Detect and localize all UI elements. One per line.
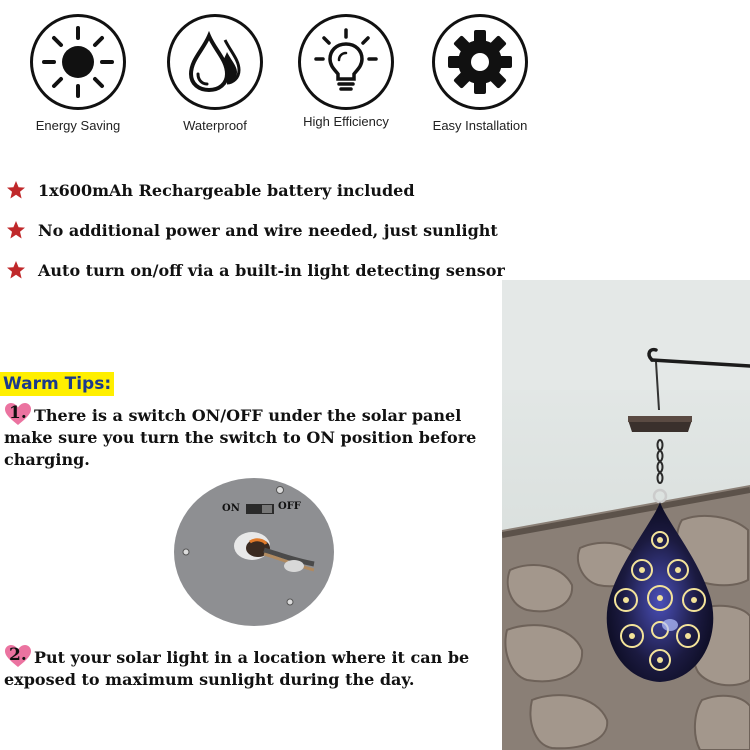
heart-icon xyxy=(4,402,32,426)
gear-icon xyxy=(432,14,528,110)
tip-number: 2. xyxy=(9,645,27,665)
feature-energy-saving xyxy=(8,14,148,133)
solar-panel-switch-illustration xyxy=(174,478,334,626)
star-icon xyxy=(6,260,26,280)
bullet-text: No additional power and wire needed, just sunlight xyxy=(38,220,498,240)
water-drops-icon xyxy=(167,14,263,110)
feature-easy-installation xyxy=(410,14,550,133)
feature-label: Energy Saving xyxy=(35,118,121,133)
sun-icon xyxy=(30,14,126,110)
bullet-text: 1x600mAh Rechargeable battery included xyxy=(38,180,415,200)
list-item xyxy=(6,180,415,200)
star-icon xyxy=(6,220,26,240)
feature-icons-row xyxy=(0,0,750,150)
heart-icon xyxy=(4,644,32,668)
tip-number: 1. xyxy=(9,403,27,423)
star-icon xyxy=(6,180,26,200)
bullet-text: Auto turn on/off via a built-in light detecting sensor xyxy=(38,260,505,280)
list-item xyxy=(6,260,505,280)
switch-on-label: ON xyxy=(222,503,240,514)
feature-label: High Efficiency xyxy=(303,114,389,129)
light-bulb-icon xyxy=(298,14,394,110)
tip-text: Put your solar light in a location where it can be exposed to maximum sunlight during the day. xyxy=(4,648,470,689)
product-photo-hanging-lantern xyxy=(502,280,750,750)
feature-waterproof xyxy=(145,14,285,133)
tip-item-1 xyxy=(4,402,504,471)
warm-tips-title: Warm Tips: xyxy=(0,372,114,396)
list-item xyxy=(6,220,498,240)
tip-text: There is a switch ON/OFF under the solar panel make sure you turn the switch to ON position before charging. xyxy=(4,406,477,469)
switch-off-label: OFF xyxy=(278,501,301,512)
feature-label: Easy Installation xyxy=(432,118,528,133)
switch-plate-graphic xyxy=(174,478,334,626)
feature-high-efficiency xyxy=(276,14,416,129)
feature-label: Waterproof xyxy=(183,118,247,133)
tip-item-2 xyxy=(4,644,504,691)
